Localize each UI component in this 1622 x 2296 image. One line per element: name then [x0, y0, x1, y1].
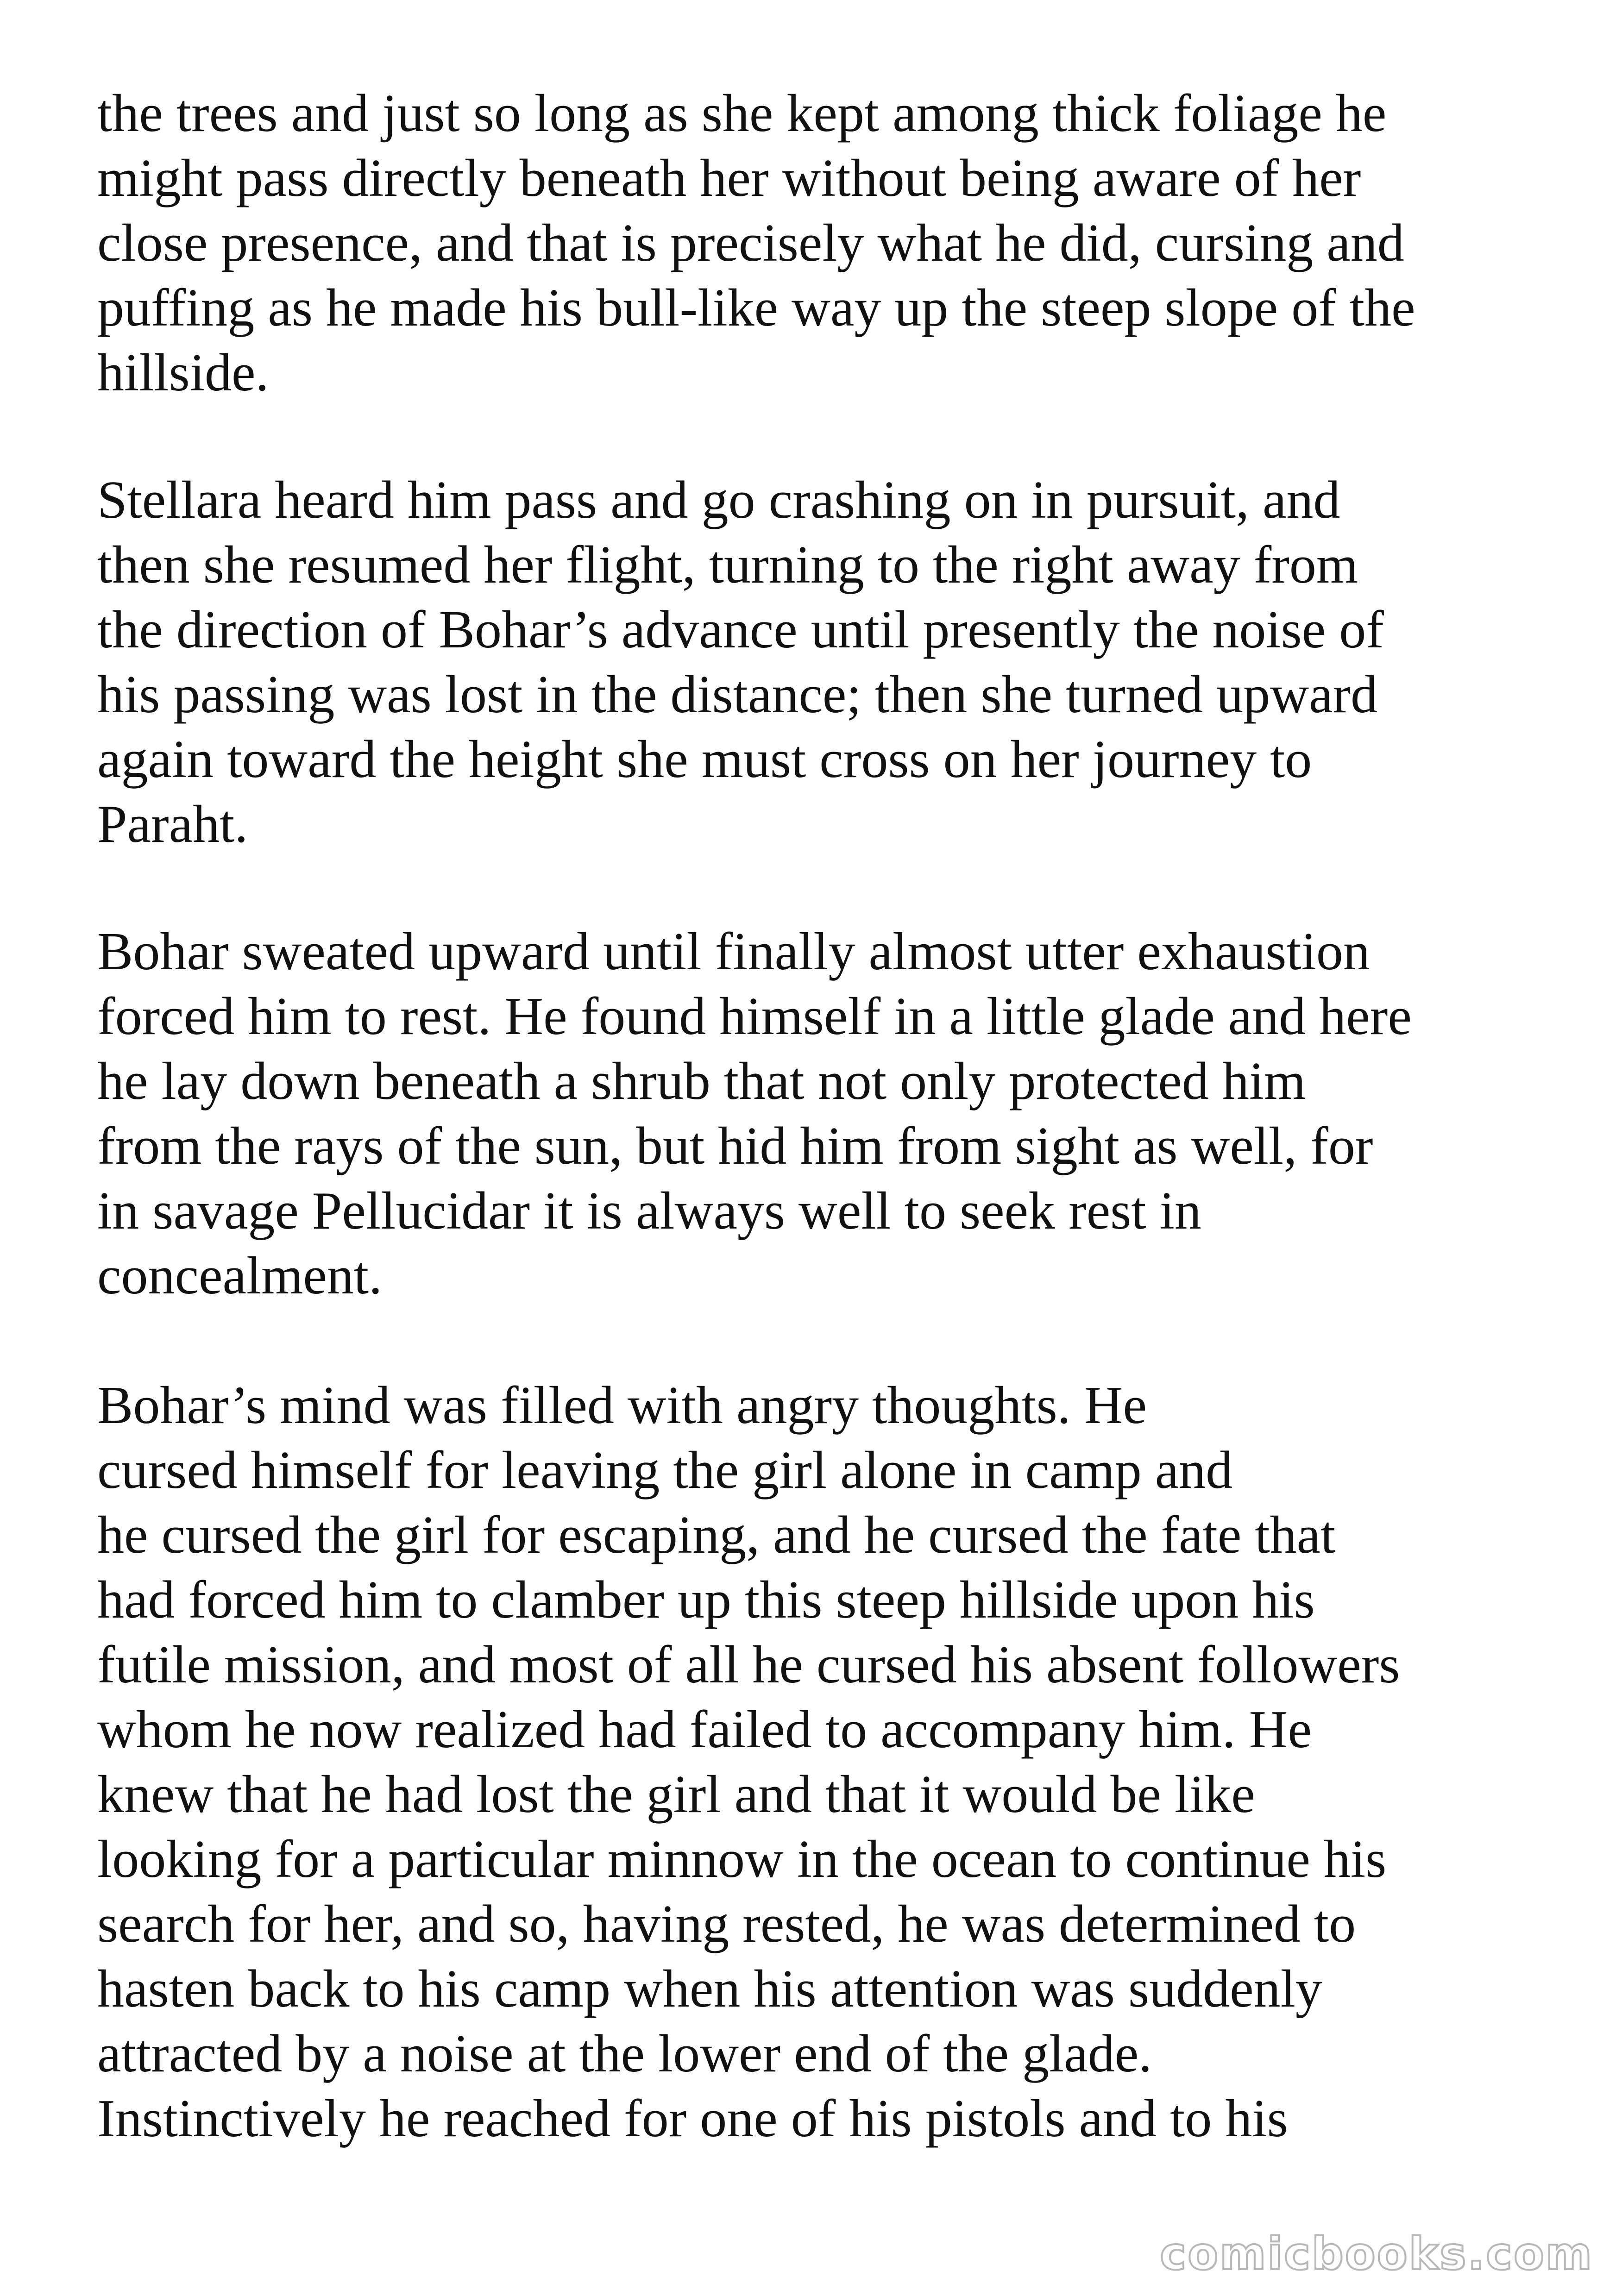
paragraph-3-line-5: in savage Pellucidar it is always well to seek rest in: [97, 1181, 1201, 1241]
paragraph-1-line-4: puffing as he made his bull-like way up the steep slope of the: [97, 278, 1415, 338]
paragraph-2-line-3: the direction of Bohar’s advance until presently the noise of: [97, 600, 1384, 659]
paragraph-3-line-3: he lay down beneath a shrub that not only protected him: [97, 1052, 1306, 1111]
paragraph-3-line-4: from the rays of the sun, but hid him from sight as well, for: [97, 1117, 1373, 1176]
paragraph-4-line-6: whom he now realized had failed to accompany him. He: [97, 1700, 1312, 1759]
paragraph-4-line-8: looking for a particular minnow in the ocean to continue his: [97, 1830, 1387, 1889]
paragraph-4-line-7: knew that he had lost the girl and that it would be like: [97, 1765, 1255, 1824]
paragraph-2-line-1: Stellara heard him pass and go crashing on in pursuit, and: [97, 470, 1340, 530]
paragraph-2-line-5: again toward the height she must cross on her journey to: [97, 730, 1312, 789]
paragraph-4-line-2: cursed himself for leaving the girl alone in camp and: [97, 1441, 1233, 1500]
paragraph-4-line-1: Bohar’s mind was filled with angry thoughts. He: [97, 1376, 1147, 1435]
paragraph-4-line-4: had forced him to clamber up this steep hillside upon his: [97, 1570, 1315, 1630]
paragraph-2-line-6: Paraht.: [97, 795, 248, 854]
paragraph-4-line-12: Instinctively he reached for one of his pistols and to his: [97, 2089, 1288, 2148]
paragraph-3-line-2: forced him to rest. He found himself in a little glade and here: [97, 987, 1412, 1046]
paragraph-2-line-4: his passing was lost in the distance; then she turned upward: [97, 665, 1378, 724]
paragraph-4-line-11: attracted by a noise at the lower end of the glade.: [97, 2024, 1152, 2083]
paragraph-3-line-1: Bohar sweated upward until finally almost utter exhaustion: [97, 922, 1370, 981]
paragraph-1-line-5: hillside.: [97, 343, 269, 402]
paragraph-4-line-9: search for her, and so, having rested, he was determined to: [97, 1895, 1356, 1954]
paragraph-4-line-10: hasten back to his camp when his attention was suddenly: [97, 1959, 1322, 2019]
paragraph-2-line-2: then she resumed her flight, turning to the right away from: [97, 535, 1358, 595]
paragraph-1-line-3: close presence, and that is precisely what he did, cursing and: [97, 213, 1404, 273]
paragraph-1-line-2: might pass directly beneath her without being aware of her: [97, 149, 1361, 208]
paragraph-4-line-3: he cursed the girl for escaping, and he cursed the fate that: [97, 1506, 1336, 1565]
paragraph-3-line-6: concealment.: [97, 1246, 383, 1305]
paragraph-4-line-5: futile mission, and most of all he cursed his absent followers: [97, 1635, 1400, 1694]
watermark-logo: comicbooks.com: [1160, 2228, 1593, 2280]
paragraph-1-line-1: the trees and just so long as she kept among thick foliage he: [97, 84, 1387, 143]
